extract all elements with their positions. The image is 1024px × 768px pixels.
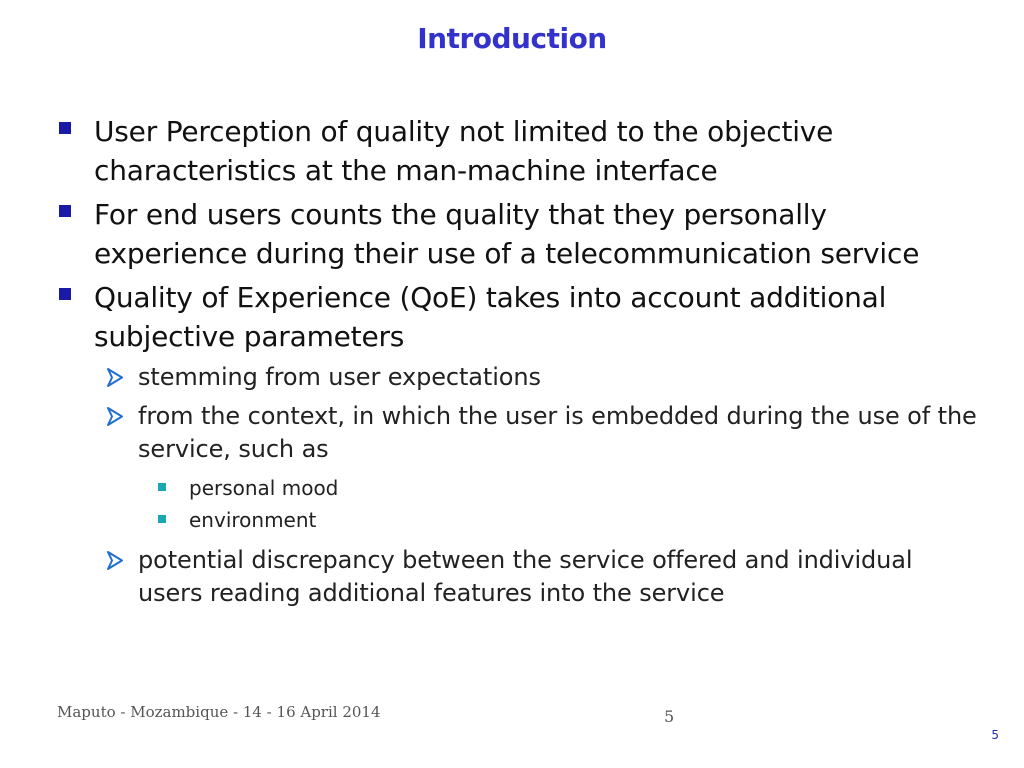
arrow-bullet-icon [104, 400, 128, 433]
bullet-item-2 [54, 195, 984, 273]
bullet-text-1: User Perception of quality not limited to the objective characteristics at the man-machine interface [94, 115, 834, 187]
square-bullet-icon [59, 288, 71, 300]
sub-bullet-text-3: potential discrepancy between the service offered and individual users reading additional features into the service [138, 546, 913, 607]
slide-number: 5 [991, 728, 999, 742]
sub-sub-bullet-text-2: environment [189, 508, 317, 532]
square-bullet-icon [59, 122, 71, 134]
arrow-bullet-icon [104, 361, 128, 394]
bullet-text-3: Quality of Experience (QoE) takes into account additional subjective parameters [94, 281, 887, 353]
sub-bullet-item-1 [54, 361, 984, 394]
sub-bullet-item-3 [54, 544, 984, 610]
sub-bullet-item-2 [54, 400, 984, 466]
bullet-item-3 [54, 278, 984, 356]
sub-sub-bullet-item-2 [54, 504, 984, 536]
small-square-bullet-icon [158, 483, 166, 491]
footer-event-text: Maputo - Mozambique - 14 - 16 April 2014 [57, 703, 381, 721]
bullet-list [54, 112, 984, 616]
bullet-text-2: For end users counts the quality that they personally experience during their use of a telecommunication service [94, 198, 920, 270]
footer-page-number: 5 [664, 707, 675, 726]
square-bullet-icon [59, 205, 71, 217]
sub-sub-bullet-item-1 [54, 472, 984, 504]
slide-title: Introduction [417, 22, 607, 55]
small-square-bullet-icon [158, 515, 166, 523]
sub-sub-bullet-text-1: personal mood [189, 476, 339, 500]
sub-bullet-text-2: from the context, in which the user is embedded during the use of the service, such as [138, 402, 977, 463]
sub-bullet-text-1: stemming from user expectations [138, 363, 541, 391]
bullet-item-1 [54, 112, 984, 190]
arrow-bullet-icon [104, 544, 128, 577]
